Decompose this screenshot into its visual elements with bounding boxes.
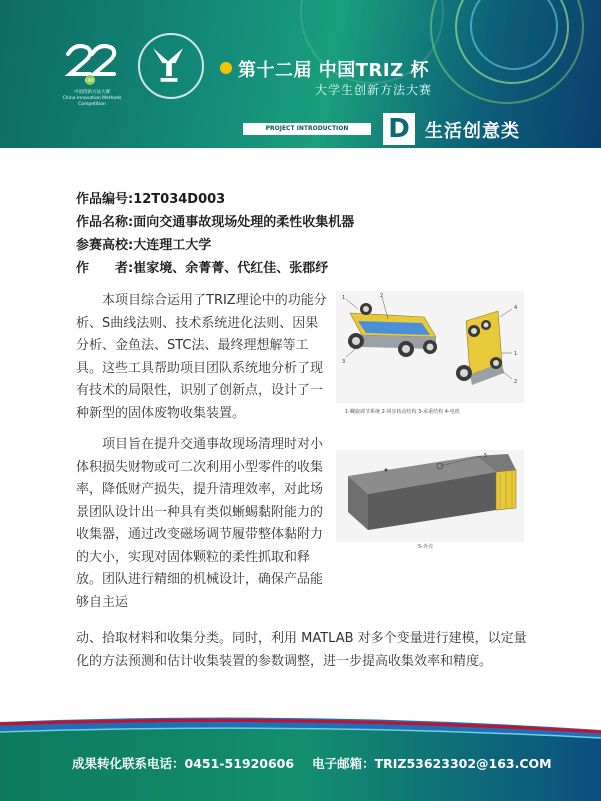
email-label: 电子邮箱： bbox=[312, 756, 375, 771]
project-name-row bbox=[76, 211, 526, 234]
phone-label: 成果转化联系电话： bbox=[72, 756, 185, 771]
paragraph-1-text: 本项目综合运用了TRIZ理论中的功能分析、S曲线法则、技术系统进化法则、因果分析、金鱼法、STC法、最终理想解等工具。这些工具帮助项目团队系统地分析了现有技术的局限性，识别了创新点，设计了一种新型的固体废物收集装置。 bbox=[76, 293, 327, 421]
callout-1: 1 bbox=[342, 295, 346, 301]
paragraph-2-text: 项目旨在提升交通事故现场清理时对小体积损失财物或可二次利用小型零件的收集率，降低财产损失，提升清理效率，对此场景团队设计出一种具有类似蜥蜴黏附能力的收集器，通过改变磁场调节履带整体黏附力的大小，实现对固体颗粒的柔性抓取和释放。团队进行精细的机械设计，确保产品能够自主运 bbox=[76, 437, 324, 610]
device-shell-figure bbox=[336, 450, 524, 542]
device-structure-figure bbox=[336, 291, 524, 403]
contact-info bbox=[72, 754, 552, 772]
project-intro-label: PROJECT INTRODUCTION bbox=[243, 123, 371, 135]
authors-row bbox=[76, 257, 526, 280]
callout-2b: 2 bbox=[514, 379, 518, 385]
logo-caption bbox=[50, 90, 134, 108]
description-paragraph-2 bbox=[76, 434, 328, 614]
phone-value: 0451-51920606 bbox=[184, 756, 295, 771]
logo-caption-en: China Innovation Methods Competition bbox=[62, 96, 122, 107]
decorative-swirl bbox=[430, 0, 584, 104]
authors-label: 作 者: bbox=[76, 261, 134, 276]
callout-3: 3 bbox=[342, 359, 346, 365]
callout-2: 2 bbox=[380, 293, 384, 299]
description-paragraph-3 bbox=[76, 628, 534, 673]
logo-caption-cn: 中国创新方法大赛 bbox=[74, 90, 110, 95]
school-label: 参赛高校: bbox=[76, 238, 134, 253]
title-bullet-icon bbox=[220, 62, 232, 74]
school-value: 大连理工大学 bbox=[133, 238, 212, 253]
competition-title: 第十二届 中国TRIZ 杯 bbox=[238, 60, 429, 81]
figure-2-caption: 5-外壳 bbox=[418, 544, 433, 550]
school-row bbox=[76, 234, 526, 257]
paragraph-3-text: 动、拾取材料和收集分类。同时，利用 MATLAB 对多个变量进行建模，以定量化的方法预测和估计收集装置的参数调整，进一步提高收集效率和精度。 bbox=[76, 631, 527, 669]
figure-1-caption: 1-螺旋调节系统 2-同步转动结构 3-承重结构 4-电机 bbox=[345, 409, 460, 415]
project-name-label: 作品名称: bbox=[76, 215, 134, 230]
triz-cup-emblem bbox=[138, 33, 204, 99]
trophy-icon bbox=[140, 35, 198, 93]
authors-value: 崔家境、余菁菁、代红佳、张郡纾 bbox=[133, 261, 329, 276]
project-id-value: 12T034D003 bbox=[133, 192, 226, 207]
footer-banner bbox=[0, 702, 601, 801]
header-banner bbox=[0, 0, 601, 148]
svg-text:CIMC: CIMC bbox=[84, 78, 96, 83]
description-paragraph-1 bbox=[76, 290, 328, 425]
callout-5: 5 bbox=[484, 453, 488, 459]
project-meta bbox=[76, 188, 526, 280]
category-letter: D bbox=[383, 113, 415, 145]
project-id-label: 作品编号: bbox=[76, 192, 134, 207]
category-label: 生活创意类 bbox=[425, 121, 520, 142]
project-id-row bbox=[76, 188, 526, 211]
project-name-value: 面向交通事故现场处理的柔性收集机器 bbox=[133, 215, 355, 230]
email-value: TRIZ53623302@163.COM bbox=[374, 756, 552, 771]
competition-logo-icon bbox=[62, 40, 118, 88]
callout-4: 4 bbox=[514, 305, 518, 311]
competition-subtitle: 大学生创新方法大赛 bbox=[315, 83, 433, 97]
callout-1b: 1 bbox=[514, 351, 518, 357]
